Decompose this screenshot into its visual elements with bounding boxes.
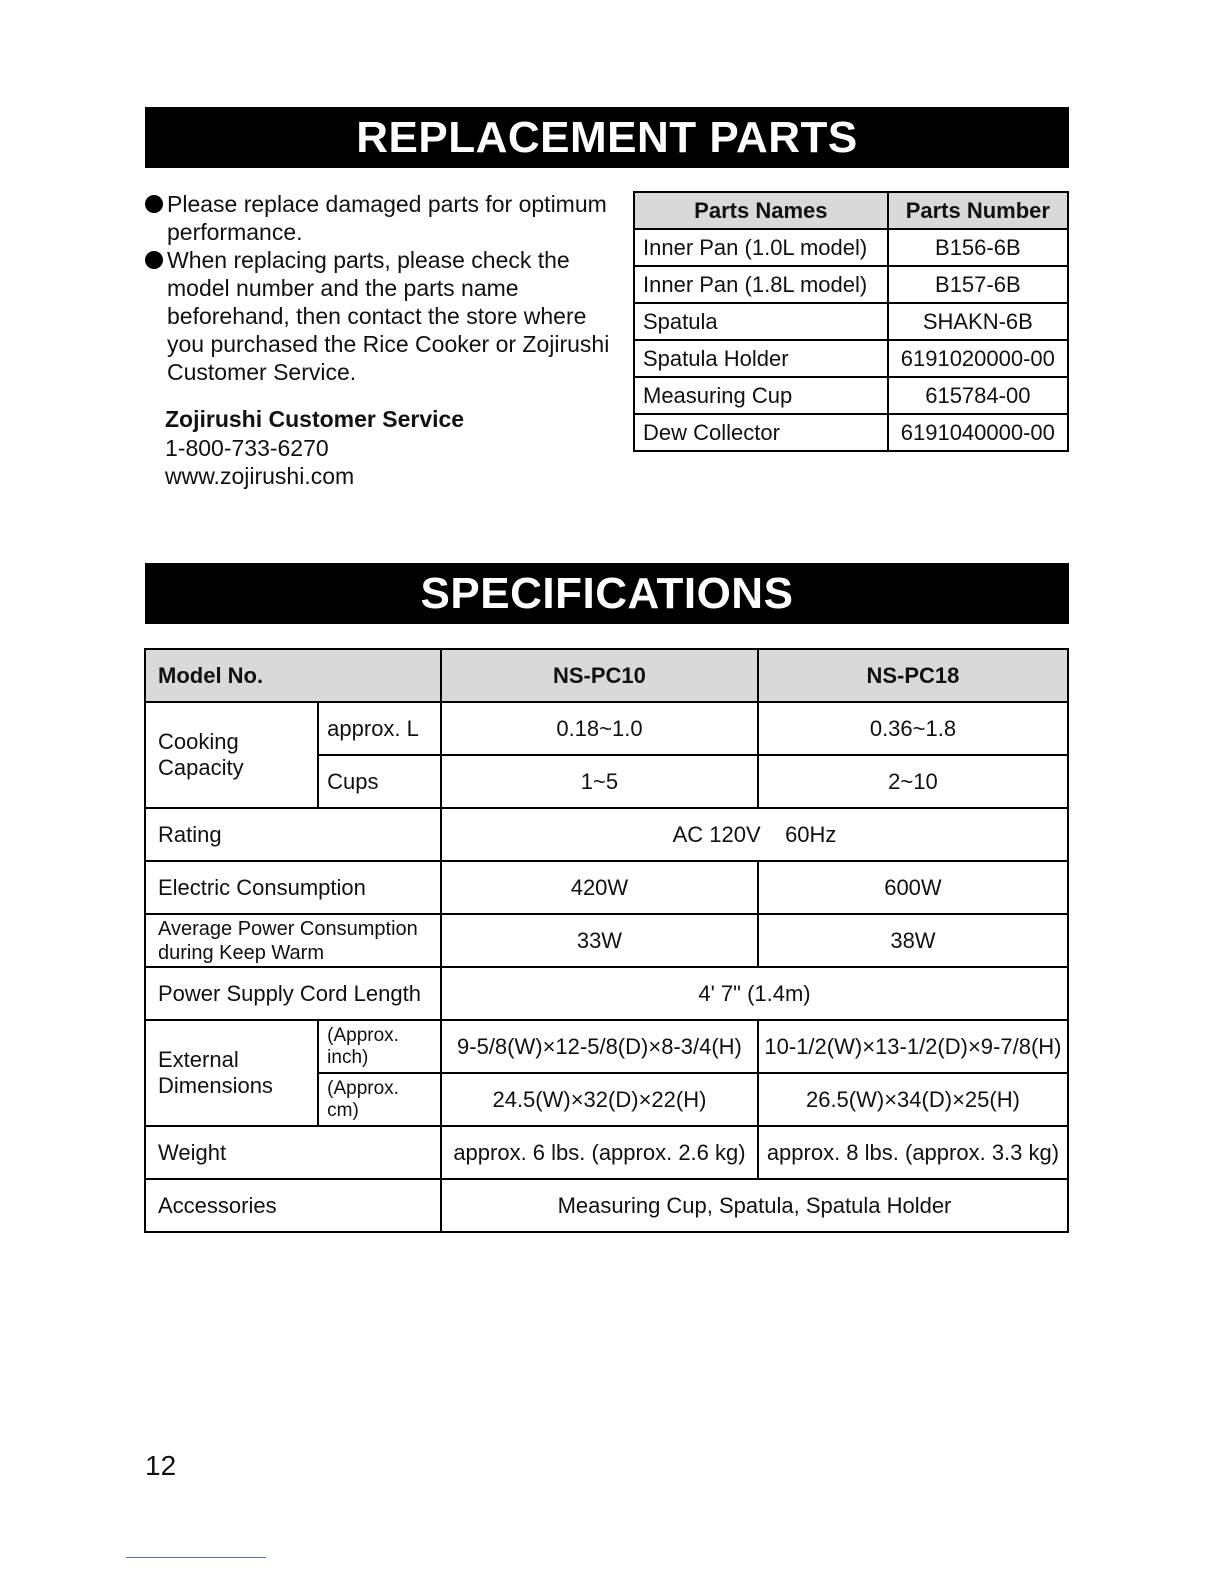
table-row: [634, 229, 1068, 266]
accessories-value: Measuring Cup, Spatula, Spatula Holder: [441, 1179, 1068, 1232]
part-number: 6191020000-00: [888, 340, 1068, 377]
bullet-text: When replacing parts, please check the model number and the parts name beforehand, then contact the store where you purchased the Rice Cooker or Zojirushi Customer Service.: [167, 247, 610, 385]
weight-pc18: approx. 8 lbs. (approx. 3.3 kg): [758, 1126, 1068, 1179]
part-name: Inner Pan (1.8L model): [634, 266, 888, 303]
accessories-label: Accessories: [145, 1179, 441, 1232]
model-ns-pc10: NS-PC10: [441, 649, 758, 702]
customer-service-phone: 1-800-733-6270: [165, 435, 329, 461]
avg-power-text: Average Power Consumption during Keep Warm: [158, 917, 418, 964]
avg-power-label: [145, 914, 441, 967]
table-row: [634, 377, 1068, 414]
table-row: [145, 967, 1068, 1020]
approx-inch-label: (Approx. inch): [318, 1020, 441, 1073]
part-number: 6191040000-00: [888, 414, 1068, 451]
table-row: [634, 303, 1068, 340]
approx-cm-label: (Approx. cm): [318, 1073, 441, 1126]
replacement-parts-heading: REPLACEMENT PARTS: [145, 107, 1069, 168]
table-row: [145, 914, 1068, 967]
rating-value: AC 120V 60Hz: [441, 808, 1068, 861]
model-ns-pc18: NS-PC18: [758, 649, 1068, 702]
page-number: 12: [145, 1450, 177, 1481]
external-dimensions-label: [145, 1020, 318, 1126]
electric-consumption-pc18: 600W: [758, 861, 1068, 914]
capacity-liters-pc10: 0.18~1.0: [441, 702, 758, 755]
replacement-intro: [145, 190, 615, 490]
bullet-icon: [145, 251, 163, 269]
customer-service-website: www.zojirushi.com: [165, 463, 355, 489]
specifications-table: [144, 648, 1069, 1233]
dimensions-cm-pc18: 26.5(W)×34(D)×25(H): [758, 1073, 1068, 1126]
part-number: B156-6B: [888, 229, 1068, 266]
table-row: [145, 1179, 1068, 1232]
rating-label: Rating: [145, 808, 441, 861]
cooking-capacity-label: [145, 702, 318, 808]
part-name: Dew Collector: [634, 414, 888, 451]
specifications-heading: SPECIFICATIONS: [145, 563, 1069, 624]
avg-power-pc10: 33W: [441, 914, 758, 967]
table-row: [634, 340, 1068, 377]
cord-length-value: 4' 7" (1.4m): [441, 967, 1068, 1020]
capacity-liters-pc18: 0.36~1.8: [758, 702, 1068, 755]
dimensions-cm-pc10: 24.5(W)×32(D)×22(H): [441, 1073, 758, 1126]
electric-consumption-label: Electric Consumption: [145, 861, 441, 914]
table-row: [145, 1126, 1068, 1179]
table-row: [145, 1020, 1068, 1073]
part-name: Inner Pan (1.0L model): [634, 229, 888, 266]
customer-service-block: [145, 404, 615, 490]
weight-label: Weight: [145, 1126, 441, 1179]
spec-header-row: [145, 649, 1068, 702]
bullet-item: [145, 190, 615, 246]
avg-power-pc18: 38W: [758, 914, 1068, 967]
cord-length-label: Power Supply Cord Length: [145, 967, 441, 1020]
table-row: [634, 414, 1068, 451]
model-no-label: Model No.: [145, 649, 441, 702]
parts-table: [633, 191, 1069, 452]
bullet-item: [145, 246, 615, 386]
footer-divider: [126, 1557, 266, 1558]
col-header-parts-number: Parts Number: [888, 192, 1068, 229]
dimensions-inch-pc10: 9-5/8(W)×12-5/8(D)×8-3/4(H): [441, 1020, 758, 1073]
bullet-text: Please replace damaged parts for optimum performance.: [167, 191, 607, 245]
bullet-icon: [145, 195, 163, 213]
capacity-cups-pc18: 2~10: [758, 755, 1068, 808]
table-row: [145, 861, 1068, 914]
table-row: [145, 808, 1068, 861]
cooking-capacity-text: Cooking Capacity: [158, 729, 244, 780]
part-number: 615784-00: [888, 377, 1068, 414]
external-dimensions-text: External Dimensions: [158, 1047, 273, 1098]
dimensions-inch-pc18: 10-1/2(W)×13-1/2(D)×9-7/8(H): [758, 1020, 1068, 1073]
table-row: [145, 702, 1068, 755]
customer-service-title: Zojirushi Customer Service: [165, 406, 465, 432]
capacity-cups-pc10: 1~5: [441, 755, 758, 808]
part-name: Spatula: [634, 303, 888, 340]
part-number: B157-6B: [888, 266, 1068, 303]
weight-pc10: approx. 6 lbs. (approx. 2.6 kg): [441, 1126, 758, 1179]
approx-l-label: approx. L: [318, 702, 441, 755]
part-number: SHAKN-6B: [888, 303, 1068, 340]
electric-consumption-pc10: 420W: [441, 861, 758, 914]
col-header-parts-names: Parts Names: [634, 192, 888, 229]
parts-table-header: [634, 192, 1068, 229]
cups-label: Cups: [318, 755, 441, 808]
part-name: Spatula Holder: [634, 340, 888, 377]
part-name: Measuring Cup: [634, 377, 888, 414]
table-row: [634, 266, 1068, 303]
